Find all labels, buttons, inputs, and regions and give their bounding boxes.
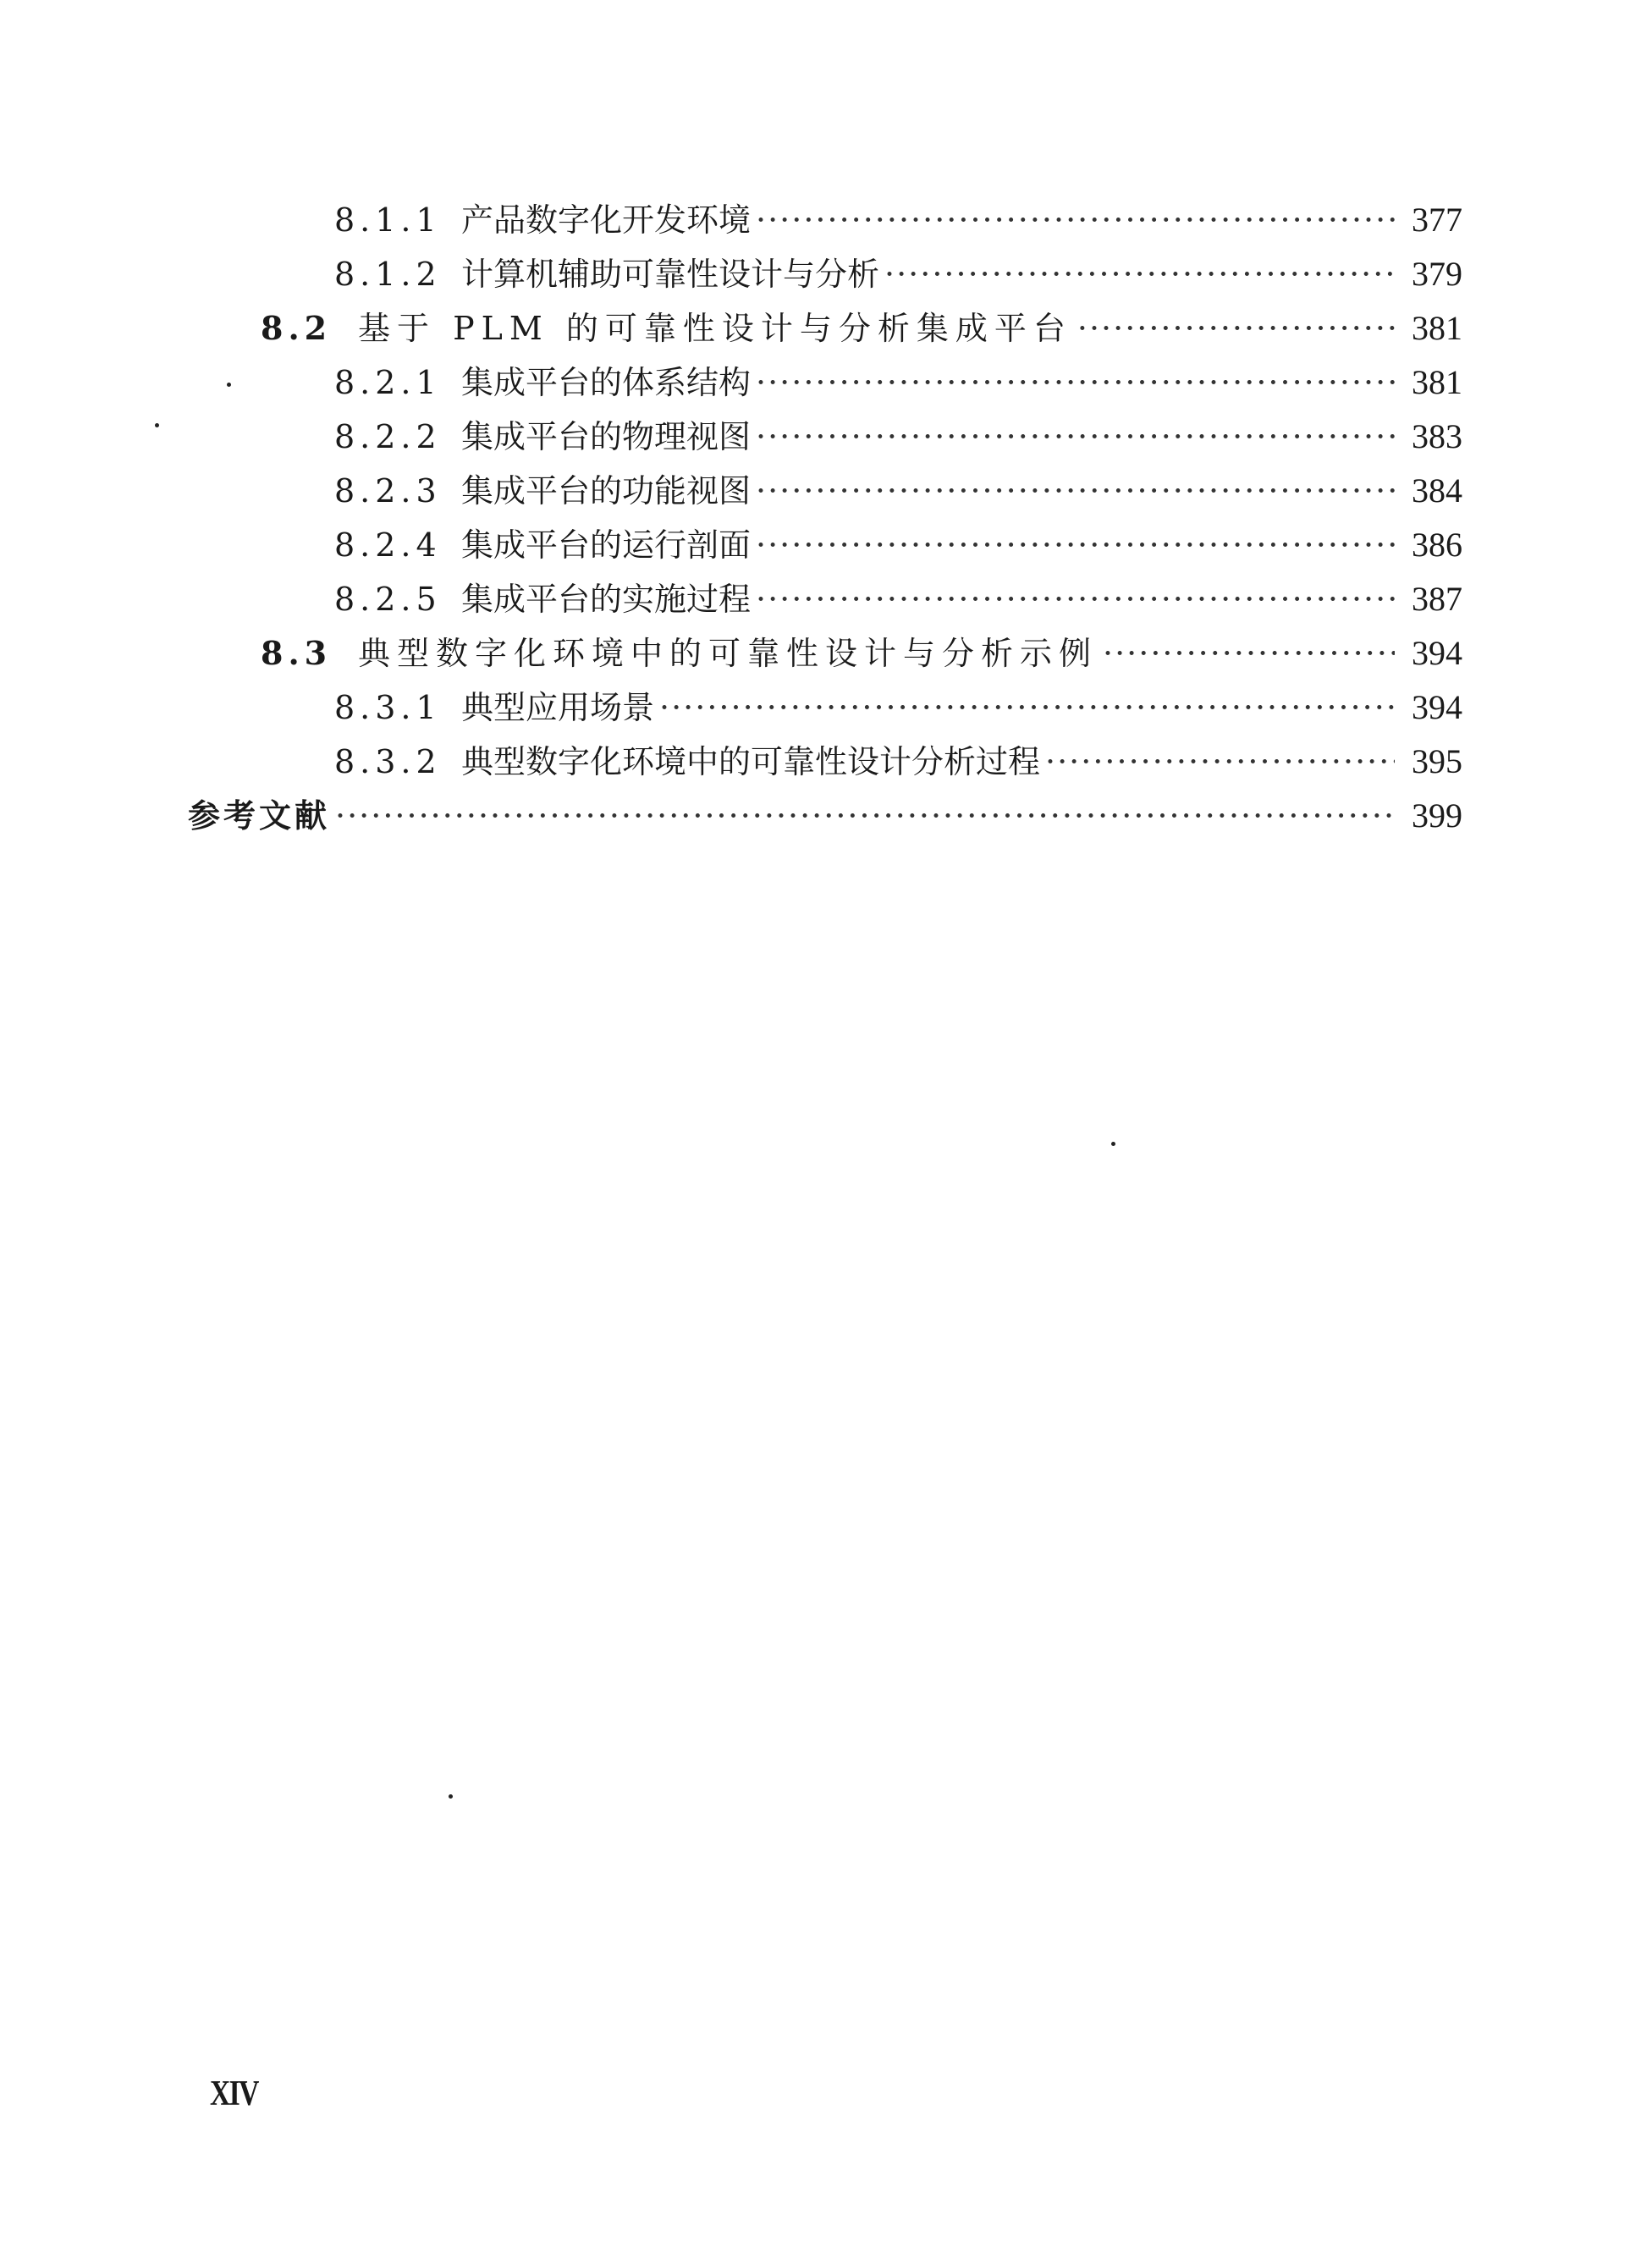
toc-entry-8-3-1[interactable] (334, 682, 1462, 733)
toc-leader-dots (1045, 736, 1395, 787)
toc-entry-title: 集成平台的体系结构 (461, 364, 752, 401)
toc-entry-page: 379 (1412, 255, 1462, 293)
scan-speck (155, 423, 159, 427)
scan-speck (1111, 1142, 1115, 1146)
toc-entry-number: 8.2.1 (334, 364, 442, 401)
toc-leader-dots (1077, 303, 1395, 354)
toc-entry-title: 集成平台的运行剖面 (461, 526, 752, 564)
toc-entry-number: 8.2.3 (334, 472, 442, 510)
toc-entry-page: 383 (1412, 417, 1462, 455)
toc-entry-number: 8.2.4 (334, 526, 442, 564)
toc-entry-number: 8.2 (261, 309, 333, 347)
scan-speck (449, 1794, 453, 1799)
toc-entry-title: 典型数字化环境中的可靠性设计分析过程 (461, 743, 1041, 780)
toc-entry-title: 参考文献 (188, 796, 331, 835)
toc-entry-number: 8.1.1 (334, 201, 442, 239)
toc-leader-dots (756, 520, 1395, 570)
toc-entry-title: 集成平台的实施过程 (461, 581, 752, 618)
toc-entry-title: 基于 PLM 的可靠性设计与分析集成平台 (358, 310, 1072, 347)
page-folio: XIV (210, 2074, 258, 2113)
toc-entry-title: 集成平台的物理视图 (461, 418, 752, 455)
toc-leader-dots (756, 466, 1395, 516)
toc-leader-dots (884, 249, 1395, 300)
toc-entry-8-2[interactable] (261, 303, 1462, 354)
toc-entry-8-2-2[interactable] (334, 411, 1462, 462)
toc-entry-page: 384 (1412, 471, 1462, 510)
toc-entry-page: 386 (1412, 526, 1462, 564)
toc-entry-page: 394 (1412, 634, 1462, 672)
toc-entry-8-3[interactable] (261, 628, 1462, 679)
toc-entry-8-2-5[interactable] (334, 574, 1462, 625)
toc-entry-page: 381 (1412, 309, 1462, 347)
toc-entry-title: 计算机辅助可靠性设计与分析 (461, 256, 880, 293)
toc-entry-number: 8.3 (261, 634, 333, 672)
toc-leader-dots (756, 411, 1395, 462)
toc-entry-8-1-2[interactable] (334, 249, 1462, 300)
toc-leader-dots (659, 682, 1395, 733)
toc-entry-number: 8.3.2 (334, 743, 442, 780)
toc-entry-number: 8.3.1 (334, 689, 442, 726)
toc-entry-8-2-1[interactable] (334, 357, 1462, 408)
toc-entry-8-2-3[interactable] (334, 466, 1462, 516)
toc-entry-title: 产品数字化开发环境 (461, 201, 752, 239)
toc-leader-dots (1103, 628, 1395, 679)
toc-entry-number: 8.2.2 (334, 418, 442, 455)
toc-entry-8-3-2[interactable] (334, 736, 1462, 787)
toc-entry-number: 8.1.2 (334, 256, 442, 293)
toc-entry-page: 395 (1412, 742, 1462, 780)
toc-entry-page: 387 (1412, 580, 1462, 618)
toc-entry-page: 399 (1412, 796, 1462, 835)
toc-leader-dots (335, 791, 1395, 841)
toc-entry-page: 381 (1412, 363, 1462, 401)
toc-entry-8-1-1[interactable] (334, 195, 1462, 245)
toc-entry-title: 典型数字化环境中的可靠性设计与分析示例 (358, 635, 1099, 672)
toc-entry-references[interactable] (188, 791, 1462, 841)
toc-entry-number: 8.2.5 (334, 581, 442, 618)
toc-entry-title: 集成平台的功能视图 (461, 472, 752, 510)
toc-leader-dots (756, 195, 1395, 245)
toc-entry-page: 394 (1412, 688, 1462, 726)
toc-entry-title: 典型应用场景 (461, 689, 655, 726)
toc-leader-dots (756, 357, 1395, 408)
scan-speck (227, 383, 231, 387)
toc-entry-page: 377 (1412, 201, 1462, 239)
toc-leader-dots (756, 574, 1395, 625)
toc-entry-8-2-4[interactable] (334, 520, 1462, 570)
